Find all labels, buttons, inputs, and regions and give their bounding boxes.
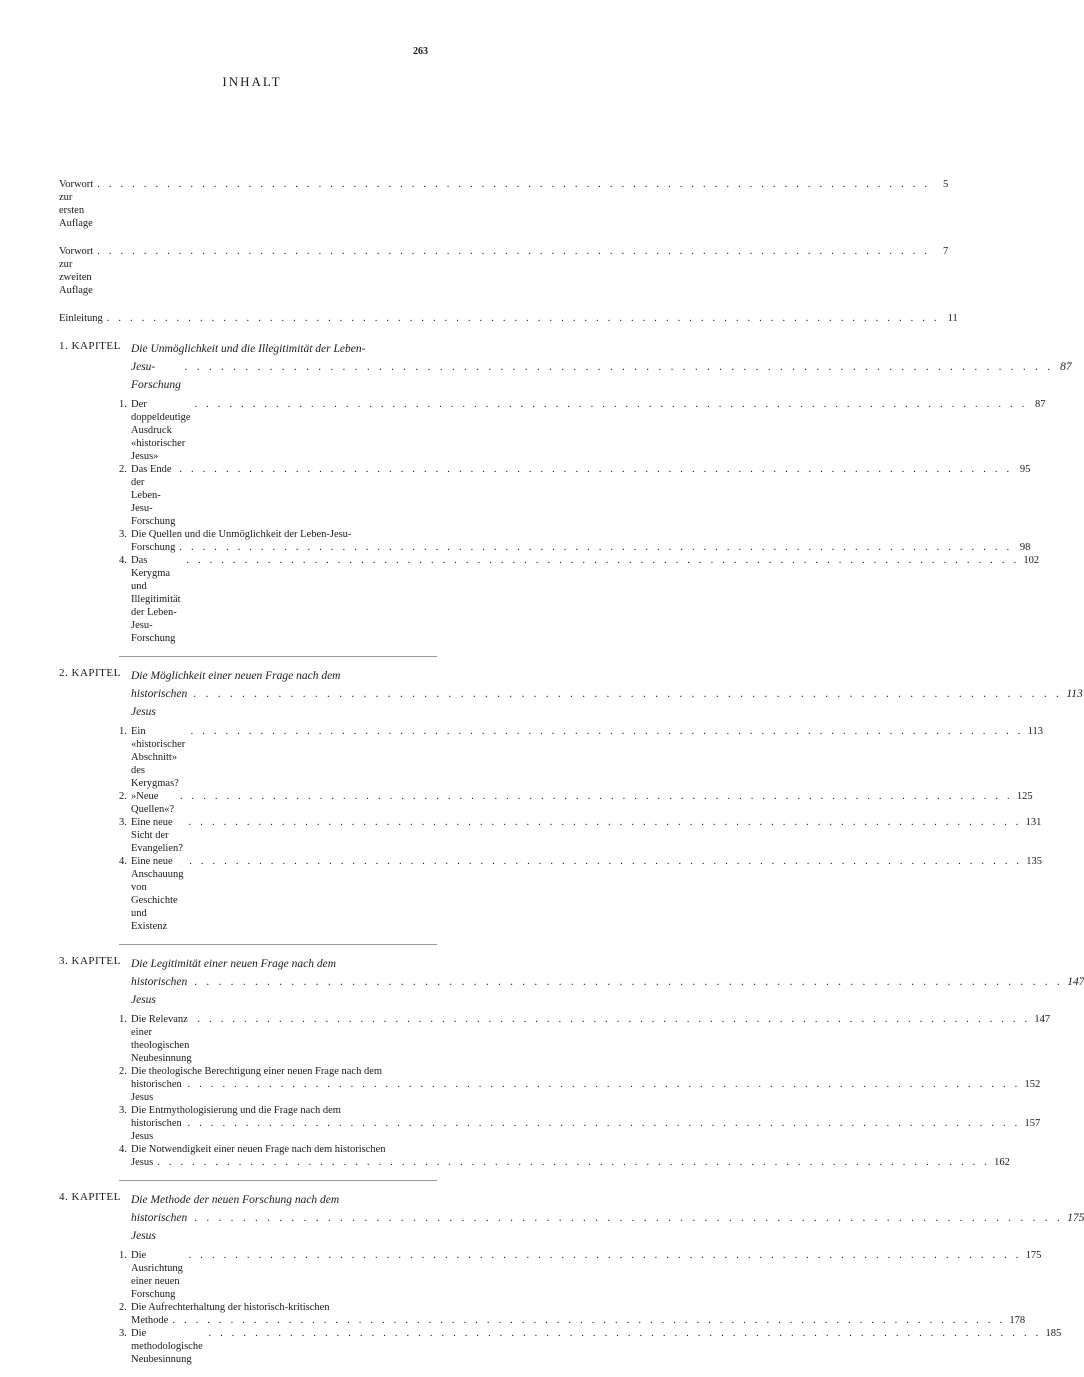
chapter-section — [59, 667, 1083, 945]
section-text — [131, 1013, 1051, 1065]
section-page: 178 — [1009, 1315, 1026, 1326]
chapter-title-line — [131, 685, 1083, 721]
dot-leader — [208, 1327, 1041, 1340]
section-page: 152 — [1024, 1079, 1041, 1090]
section-title: Die Relevanz einer theologischen Neubesinnung — [131, 1014, 192, 1064]
chapter-title-line: Die Unmöglichkeit und die Illegitimität der Leben- — [131, 343, 366, 355]
dot-leader — [189, 855, 1022, 868]
chapter-page: 113 — [1066, 688, 1083, 700]
section-list — [119, 1013, 1051, 1181]
chapter-title-text: historischen Jesus — [131, 688, 188, 718]
section-text — [131, 1249, 1040, 1301]
section-title: Die theologische Berechtigung einer neuen Frage nach dem — [131, 1066, 383, 1077]
section-page: 131 — [1025, 817, 1042, 828]
section-number: 3. — [119, 529, 127, 540]
section-text — [131, 398, 1045, 463]
section-line — [131, 463, 1030, 528]
chapter-title-line: Die Methode der neuen Forschung nach dem — [131, 1194, 340, 1206]
section-text — [131, 790, 1031, 816]
section-entry — [119, 463, 1031, 528]
dot-leader — [189, 1249, 1022, 1262]
section-page: 95 — [1019, 464, 1031, 475]
section-title: Methode — [131, 1315, 169, 1326]
toc-entry — [59, 312, 958, 325]
section-text — [131, 855, 1040, 933]
section-entry — [119, 1013, 1051, 1065]
dot-leader — [157, 1156, 990, 1169]
toc-entry — [59, 245, 949, 297]
chapter-label: 1. KAPITEL — [59, 340, 121, 352]
section-number: 4. — [119, 555, 127, 566]
chapter-heading — [59, 1191, 1084, 1245]
section-title: historischen Jesus — [131, 1118, 182, 1142]
dot-leader — [188, 1078, 1021, 1091]
dot-leader — [194, 973, 1063, 991]
section-page: 125 — [1016, 791, 1033, 802]
chapter-section — [59, 340, 1072, 657]
dot-leader — [107, 312, 940, 325]
dot-leader — [97, 178, 930, 191]
chapter-title — [131, 340, 1072, 394]
section-line — [131, 1013, 1051, 1065]
section-entry — [119, 1143, 1010, 1169]
section-line — [131, 1314, 1025, 1327]
section-line — [131, 398, 1045, 463]
section-number: 2. — [119, 791, 127, 802]
section-list — [119, 398, 1046, 657]
entry-page: 5 — [942, 179, 949, 190]
section-number: 1. — [119, 1250, 127, 1261]
section-title: historischen Jesus — [131, 1079, 182, 1103]
section-number: 3. — [119, 1105, 127, 1116]
chapter-title — [131, 1191, 1084, 1245]
chapter-heading — [59, 955, 1084, 1009]
section-text — [131, 1327, 1062, 1366]
section-text — [131, 1143, 1010, 1169]
chapter-title-line — [131, 1209, 1084, 1245]
chapter-list — [59, 340, 1084, 1377]
dot-leader — [197, 1013, 1030, 1026]
dot-leader — [186, 554, 1019, 567]
section-line — [131, 1249, 1040, 1301]
section-text — [131, 816, 1040, 855]
section-entry — [119, 855, 1042, 933]
chapter-label: 4. KAPITEL — [59, 1191, 121, 1203]
section-line — [131, 816, 1040, 855]
entry-label: Einleitung — [59, 313, 103, 324]
section-title: Die Ausrichtung einer neuen Forschung — [131, 1250, 183, 1300]
dot-leader — [179, 463, 1012, 476]
section-number: 3. — [119, 817, 127, 828]
section-entry — [119, 1249, 1042, 1301]
section-title: Die Aufrechterhaltung der historisch-kritischen — [131, 1302, 330, 1313]
section-number: 1. — [119, 399, 127, 410]
section-title: Das Kerygma und Illegitimität der Leben-Jesu-Forschung — [131, 555, 181, 644]
section-page: 175 — [1025, 1250, 1042, 1261]
chapter-heading — [59, 340, 1072, 394]
section-text — [131, 528, 1030, 554]
dot-leader — [189, 816, 1022, 829]
section-text — [131, 1104, 1041, 1143]
page-number: 263 — [413, 46, 428, 57]
section-entry — [119, 1104, 1041, 1143]
section-title: Das Ende der Leben-Jesu-Forschung — [131, 464, 176, 527]
section-line — [131, 790, 1031, 816]
section-page: 113 — [1027, 726, 1043, 737]
dot-leader — [188, 1117, 1021, 1130]
dot-leader — [194, 1209, 1063, 1227]
chapter-page: 87 — [1060, 361, 1072, 373]
chapter-page: 147 — [1067, 976, 1084, 988]
section-title: Die Entmythologisierung und die Frage nach dem — [131, 1105, 341, 1116]
section-line — [131, 554, 1040, 645]
section-title: Ein «historischer Abschnitt» des Kerygmas? — [131, 726, 186, 789]
section-entry — [119, 790, 1033, 816]
section-title: Eine neue Sicht der Evangelien? — [131, 817, 183, 854]
dot-leader — [172, 1314, 1005, 1327]
section-page: 87 — [1034, 399, 1046, 410]
section-title: Jesus — [131, 1157, 154, 1168]
section-page: 147 — [1034, 1014, 1051, 1025]
section-line — [131, 725, 1042, 790]
dot-leader — [194, 398, 1027, 411]
dot-leader — [97, 245, 930, 258]
chapter-title — [131, 955, 1084, 1009]
section-title: »Neue Quellen«? — [131, 791, 175, 815]
section-title: Der doppeldeutige Ausdruck «historischer Jesus» — [131, 399, 191, 462]
intro-list — [59, 178, 958, 325]
section-page: 135 — [1026, 856, 1042, 867]
section-title: Die Notwendigkeit einer neuen Frage nach dem historischen — [131, 1144, 386, 1155]
chapter-title-line — [131, 973, 1084, 1009]
chapter-label: 2. KAPITEL — [59, 667, 121, 679]
section-number: 4. — [119, 1144, 127, 1155]
section-entry — [119, 725, 1043, 790]
dot-leader — [194, 685, 1063, 703]
entry-page: 7 — [942, 246, 949, 257]
section-entry — [119, 554, 1040, 645]
section-text — [131, 463, 1030, 528]
chapter-page: 175 — [1067, 1212, 1084, 1224]
section-line — [131, 1117, 1041, 1143]
section-line — [131, 855, 1040, 933]
section-entry — [119, 528, 1031, 554]
section-entry — [119, 816, 1042, 855]
section-page: 98 — [1019, 542, 1031, 553]
section-number: 1. — [119, 726, 127, 737]
chapter-title-line — [131, 358, 1072, 394]
chapter-title-line: Die Legitimität einer neuen Frage nach dem — [131, 958, 337, 970]
section-page: 157 — [1024, 1118, 1041, 1129]
section-title: Forschung — [131, 542, 176, 553]
chapter-label: 3. KAPITEL — [59, 955, 121, 967]
section-line — [131, 541, 1030, 554]
section-title: Eine neue Anschauung von Geschichte und Existenz — [131, 856, 184, 932]
section-list — [119, 1249, 1062, 1377]
page-title: INHALT — [222, 74, 282, 89]
section-number: 1. — [119, 1014, 127, 1025]
chapter-heading — [59, 667, 1083, 721]
section-page: 185 — [1045, 1328, 1062, 1339]
section-line — [131, 1078, 1041, 1104]
section-number: 2. — [119, 464, 127, 475]
section-text — [131, 554, 1040, 645]
section-number: 2. — [119, 1066, 127, 1077]
entry-label: Vorwort zur ersten Auflage — [59, 179, 94, 229]
chapter-title — [131, 667, 1083, 721]
section-line — [131, 1327, 1062, 1366]
section-entry — [119, 1301, 1026, 1327]
section-number: 3. — [119, 1328, 127, 1339]
chapter-title-text: historischen Jesus — [131, 976, 188, 1006]
section-list — [119, 725, 1043, 945]
table-of-contents — [59, 178, 1084, 1377]
chapter-section — [59, 955, 1084, 1181]
section-page: 102 — [1023, 555, 1040, 566]
section-entry — [119, 398, 1046, 463]
chapter-title-text: Jesu-Forschung — [131, 361, 181, 391]
section-number: 4. — [119, 856, 127, 867]
section-text — [131, 1065, 1041, 1104]
dot-leader — [191, 725, 1024, 738]
section-number: 2. — [119, 1302, 127, 1313]
section-title: Die Quellen und die Unmöglichkeit der Leben-Jesu- — [131, 529, 352, 540]
chapter-section — [59, 1191, 1084, 1377]
section-page: 162 — [994, 1157, 1010, 1168]
section-entry — [119, 1327, 1062, 1366]
chapter-title-text: historischen Jesus — [131, 1212, 188, 1242]
chapter-title-line: Die Möglichkeit einer neuen Frage nach dem — [131, 670, 341, 682]
section-line — [131, 1156, 1010, 1169]
toc-entry — [59, 178, 949, 230]
entry-label: Vorwort zur zweiten Auflage — [59, 246, 94, 296]
section-title: Die methodologische Neubesinnung — [131, 1328, 203, 1365]
section-text — [131, 1301, 1025, 1327]
dot-leader — [180, 790, 1013, 803]
entry-page: 11 — [947, 313, 958, 324]
dot-leader — [179, 541, 1012, 554]
dot-leader — [185, 358, 1054, 376]
section-entry — [119, 1065, 1041, 1104]
section-text — [131, 725, 1042, 790]
